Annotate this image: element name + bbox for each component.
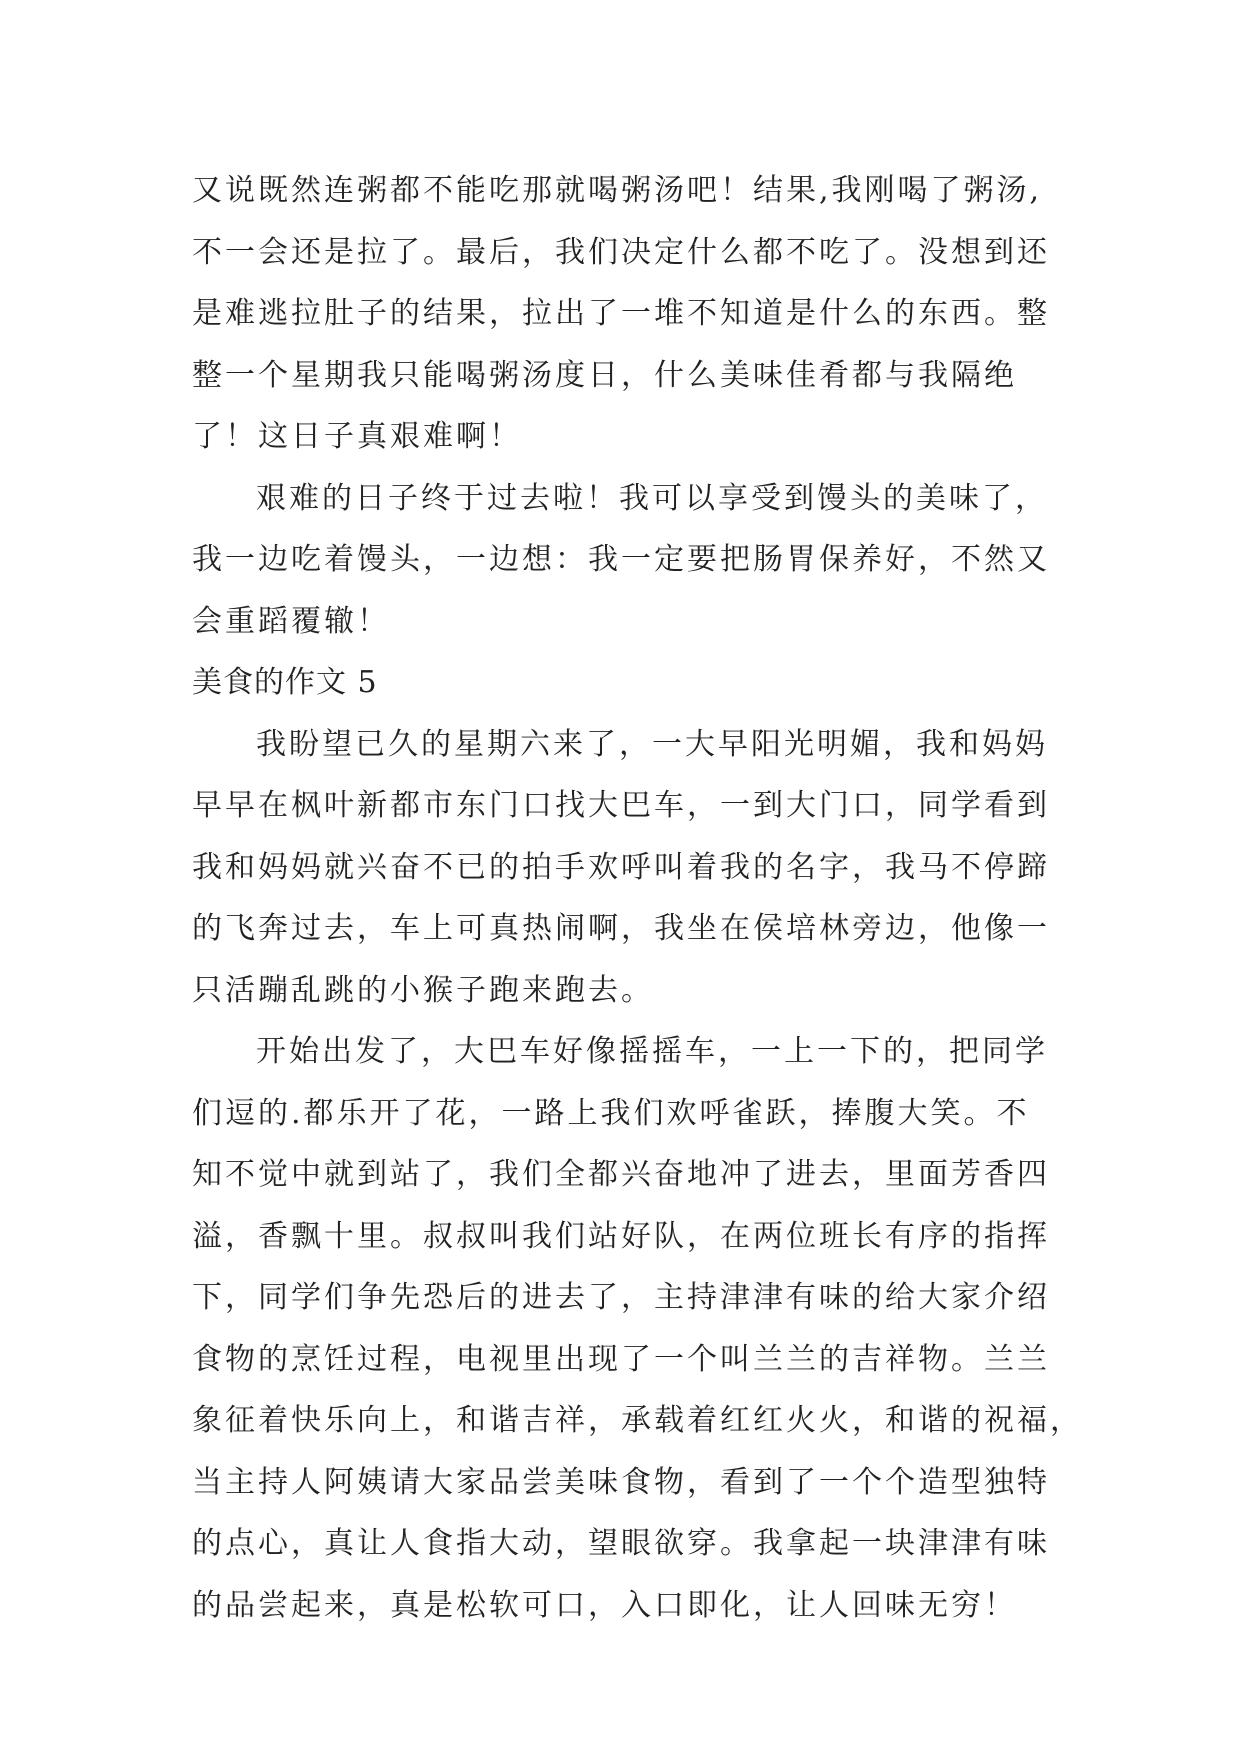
text-line: 开始出发了，大巴车好像摇摇车，一上一下的，把同学: [256, 1034, 1048, 1069]
section-title-text: 美食的作文 5: [192, 665, 378, 700]
text-line: 艰难的日子终于过去啦！我可以享受到馒头的美味了，: [256, 480, 1048, 516]
text-line: 我一边吃着馒头，一边想：我一定要把肠胃保养好，不然又: [192, 542, 1050, 577]
text-line: 不一会还是拉了。最后，我们决定什么都不吃了。没想到还: [192, 234, 1050, 270]
text-line: 知不觉中就到站了，我们全都兴奋地冲了进去，里面芳香四: [192, 1157, 1050, 1192]
paragraph-4: [192, 1021, 1083, 1636]
text-line: 整一个星期我只能喝粥汤度日，什么美味佳肴都与我隔绝: [192, 357, 1017, 393]
text-line: 象征着快乐向上，和谐吉祥，承载着红红火火，和谐的祝福，: [192, 1403, 1083, 1438]
text-line: 们逗的.都乐开了花，一路上我们欢呼雀跃，捧腹大笑。不: [192, 1095, 1030, 1131]
text-line: 我和妈妈就兴奋不已的拍手欢呼叫着我的名字，我马不停蹄: [192, 849, 1050, 885]
text-line: 又说既然连粥都不能吃那就喝粥汤吧！结果,我刚喝了粥汤,: [192, 173, 1043, 208]
text-line: 是难逃拉肚子的结果，拉出了一堆不知道是什么的东西。整: [192, 296, 1050, 331]
paragraph-3: [192, 714, 1072, 1022]
text-line: 的飞奔过去，车上可真热闹啊，我坐在侯培林旁边，他像一: [192, 911, 1050, 946]
text-line: 下，同学们争先恐后的进去了，主持津津有味的给大家介绍: [192, 1280, 1050, 1315]
text-line: 会重蹈覆辙！: [192, 603, 390, 639]
text-line: 食物的烹饪过程，电视里出现了一个叫兰兰的吉祥物。兰兰: [192, 1341, 1050, 1377]
text-line: 的点心，真让人食指大动，望眼欲穿。我拿起一块津津有味: [192, 1526, 1050, 1561]
text-line: 了！这日子真艰难啊！: [192, 419, 522, 454]
text-line: 当主持人阿姨请大家品尝美味食物，看到了一个个造型独特: [192, 1464, 1050, 1500]
document-body: [192, 160, 1083, 1636]
paragraph-2: [192, 468, 1072, 653]
section-title: [192, 652, 1072, 714]
text-line: 我盼望已久的星期六来了，一大早阳光明媚，我和妈妈: [256, 726, 1048, 762]
paragraph-1: [192, 160, 1072, 468]
text-line: 早早在枫叶新都市东门口找大巴车，一到大门口，同学看到: [192, 788, 1050, 823]
text-line: 只活蹦乱跳的小猴子跑来跑去。: [192, 972, 654, 1008]
text-line: 溢，香飘十里。叔叔叫我们站好队，在两位班长有序的指挥: [192, 1218, 1050, 1254]
text-line: 的品尝起来，真是松软可口，入口即化，让人回味无穷！: [192, 1587, 1017, 1623]
